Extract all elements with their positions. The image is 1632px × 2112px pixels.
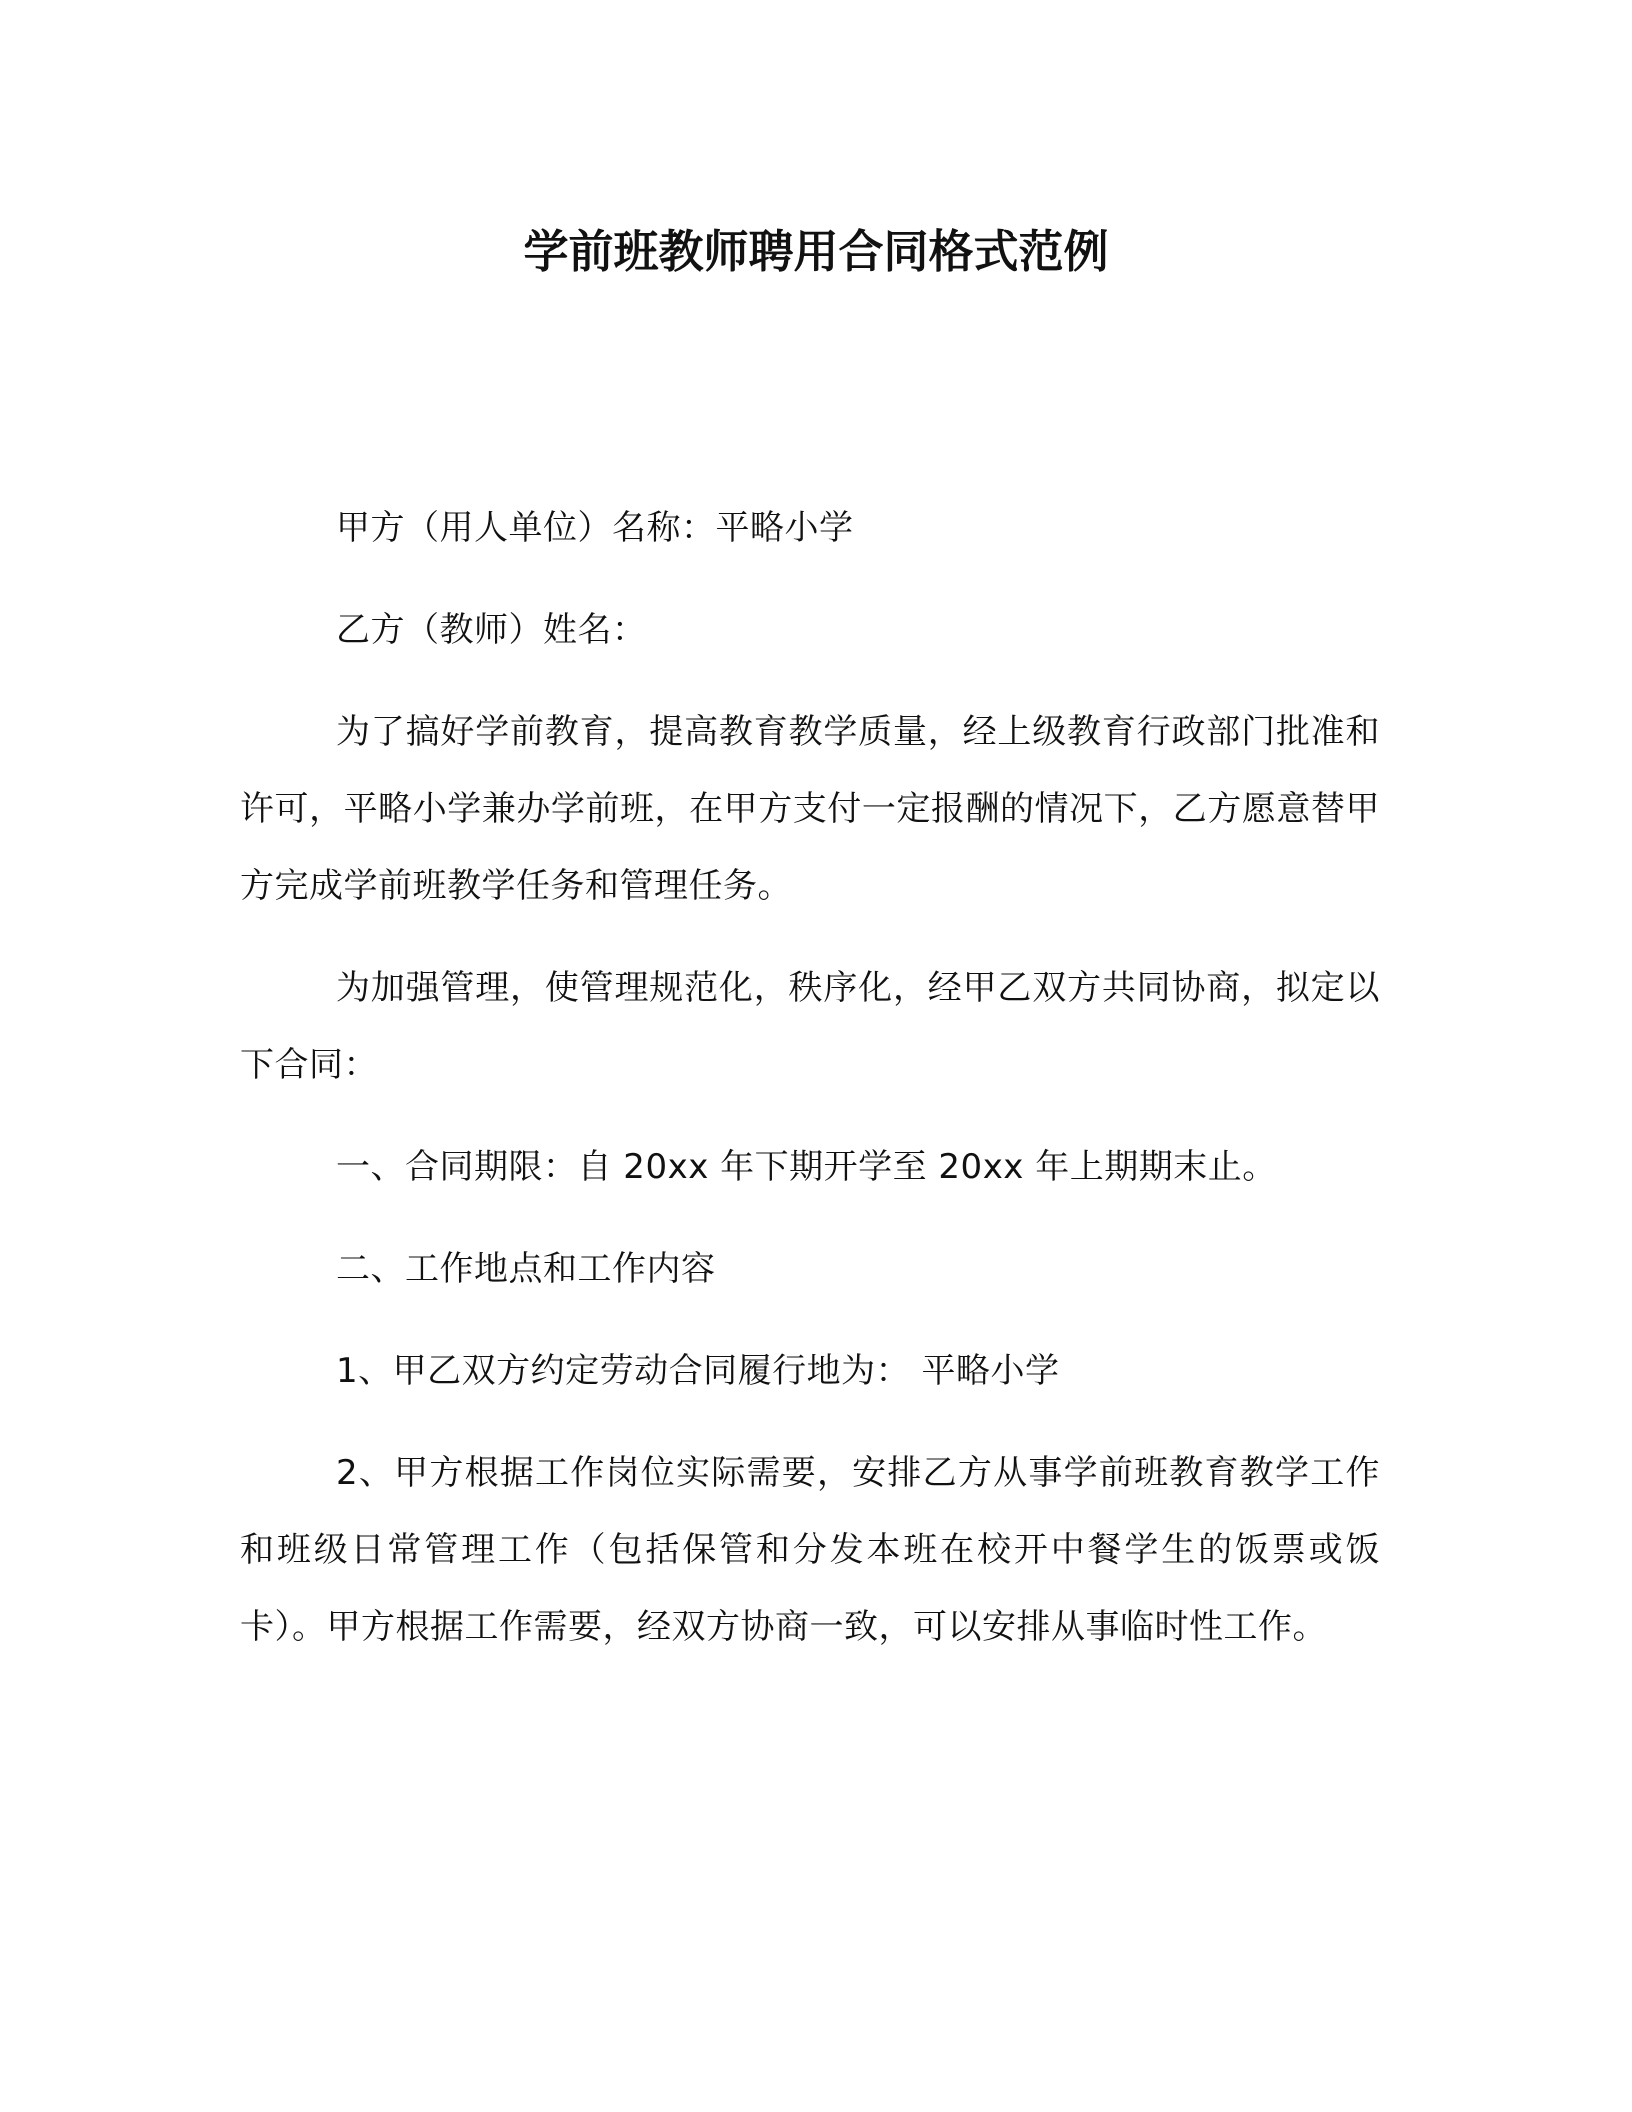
document-title: 学前班教师聘用合同格式范例 (523, 225, 1109, 278)
work-content-clause: 2、甲方根据工作岗位实际需要，安排乙方从事学前班教育教学工作和班级日常管理工作（包括保管和分发本班在校开中餐学生的饭票或饭卡）。甲方根据工作需要，经双方协商一致，可以安排从事临时性工作。 (240, 1453, 1380, 1647)
work-location-heading: 二、工作地点和工作内容 (336, 1249, 716, 1289)
document-body (240, 490, 1380, 1691)
purpose-paragraph: 为了搞好学前教育，提高教育教学质量，经上级教育行政部门批准和许可，平略小学兼办学前班，在甲方支付一定报酬的情况下，乙方愿意替甲方完成学前班教学任务和管理任务。 (240, 712, 1380, 906)
work-location-clause: 1、甲乙双方约定劳动合同履行地为： 平略小学 (336, 1351, 1060, 1391)
agreement-intro-paragraph: 为加强管理，使管理规范化，秩序化，经甲乙双方共同协商，拟定以下合同： (240, 968, 1380, 1085)
party-a-line: 甲方（用人单位）名称：平略小学 (336, 508, 854, 548)
contract-term-clause: 一、合同期限：自 20xx 年下期开学至 20xx 年上期期末止。 (336, 1147, 1277, 1187)
party-b-line: 乙方（教师）姓名： (336, 610, 647, 650)
